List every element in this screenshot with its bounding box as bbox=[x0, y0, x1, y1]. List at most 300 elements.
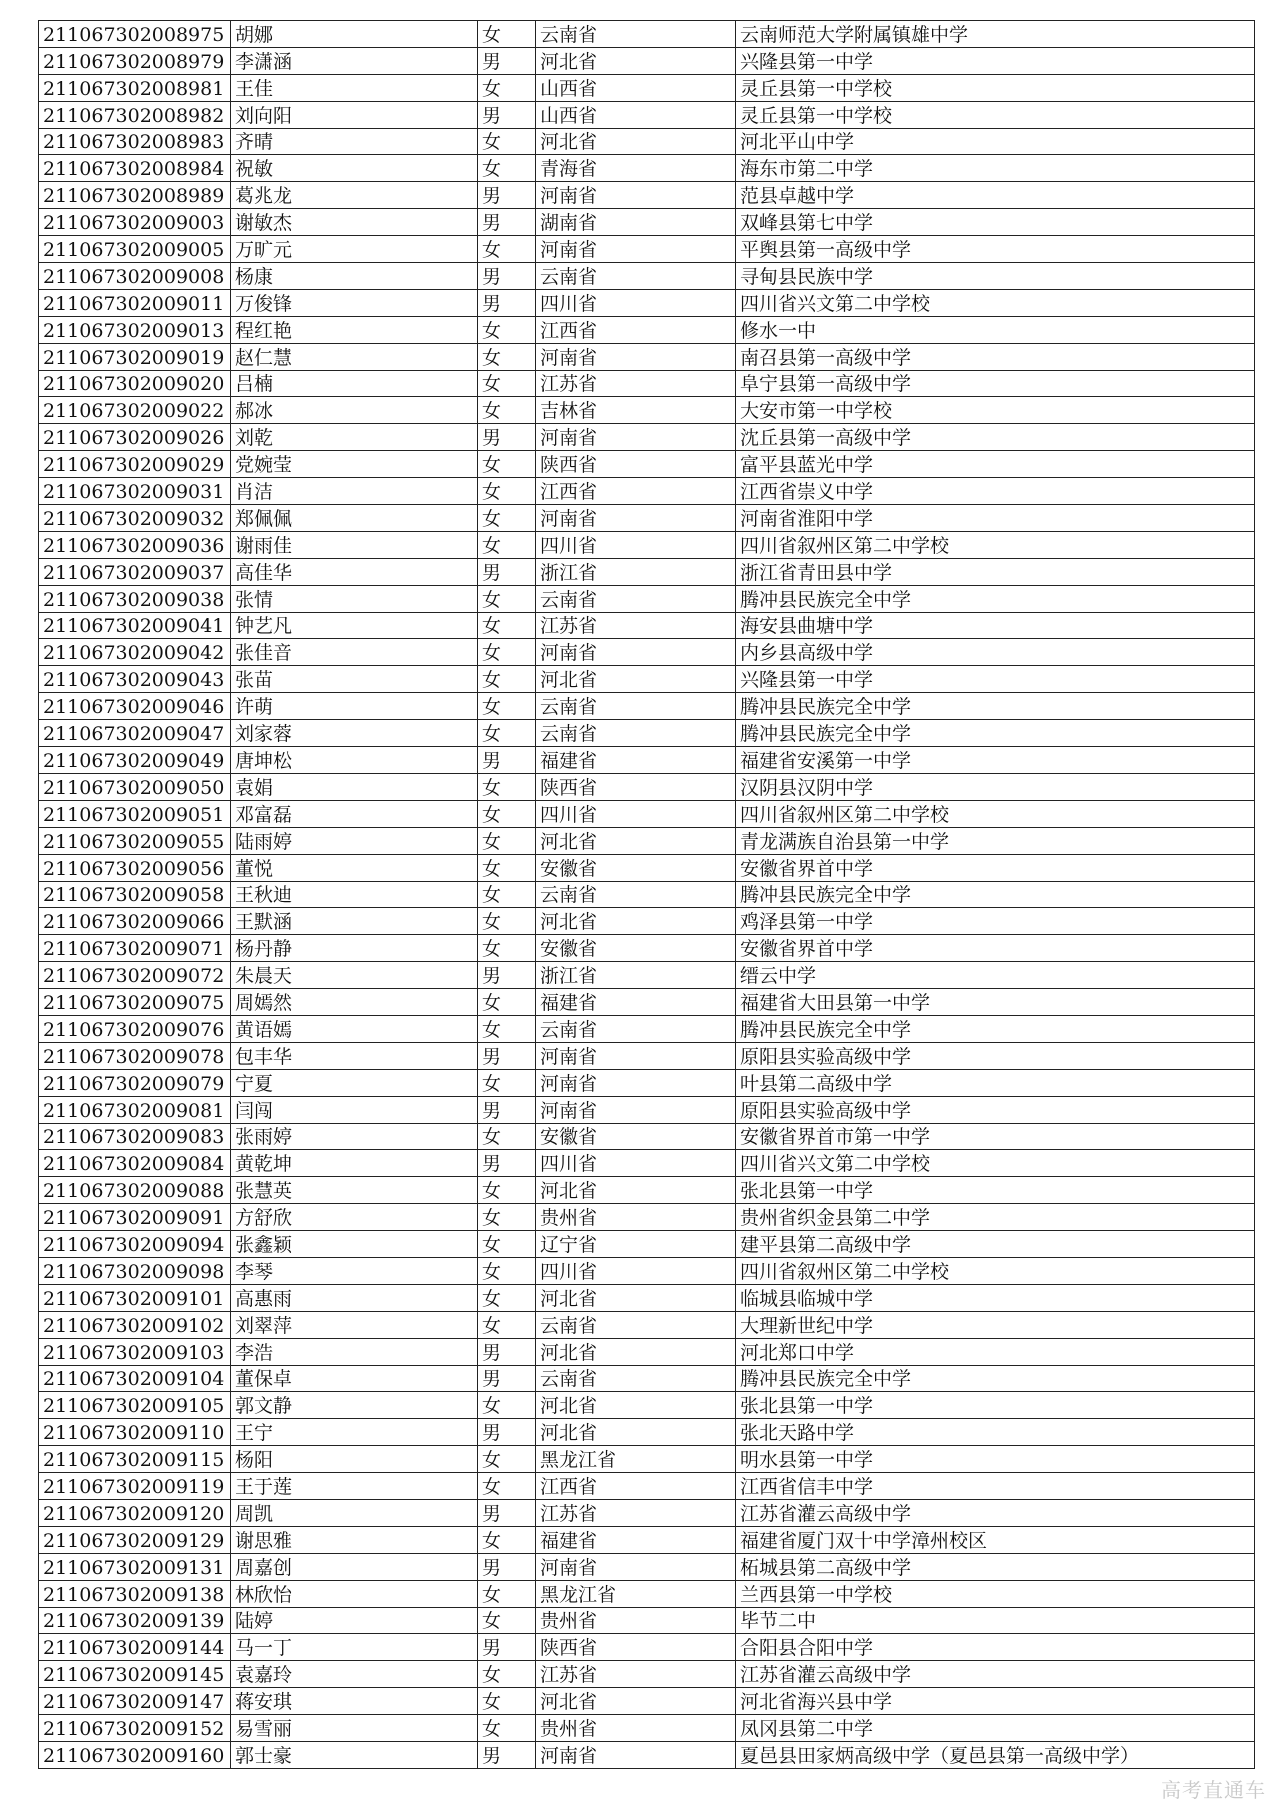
school-cell: 江西省信丰中学 bbox=[736, 1473, 1255, 1500]
name-cell: 周嫣然 bbox=[231, 989, 478, 1016]
name-cell: 郭文静 bbox=[231, 1392, 478, 1419]
exam-id-cell: 211067302009022 bbox=[39, 397, 231, 424]
school-cell: 南召县第一高级中学 bbox=[736, 343, 1255, 370]
student-roster-table bbox=[38, 20, 1255, 1769]
table-row bbox=[39, 1015, 1255, 1042]
gender-cell: 男 bbox=[478, 1553, 536, 1580]
exam-id-cell: 211067302009019 bbox=[39, 343, 231, 370]
province-cell: 云南省 bbox=[536, 585, 736, 612]
exam-id-cell: 211067302008982 bbox=[39, 101, 231, 128]
exam-id-cell: 211067302009058 bbox=[39, 881, 231, 908]
table-row bbox=[39, 1204, 1255, 1231]
school-cell: 青龙满族自治县第一中学 bbox=[736, 827, 1255, 854]
exam-id-cell: 211067302009119 bbox=[39, 1473, 231, 1500]
province-cell: 云南省 bbox=[536, 720, 736, 747]
province-cell: 四川省 bbox=[536, 800, 736, 827]
province-cell: 山西省 bbox=[536, 101, 736, 128]
school-cell: 原阳县实验高级中学 bbox=[736, 1096, 1255, 1123]
name-cell: 包丰华 bbox=[231, 1042, 478, 1069]
province-cell: 吉林省 bbox=[536, 397, 736, 424]
gender-cell: 男 bbox=[478, 1365, 536, 1392]
school-cell: 凤冈县第二中学 bbox=[736, 1715, 1255, 1742]
exam-id-cell: 211067302009038 bbox=[39, 585, 231, 612]
table-row bbox=[39, 935, 1255, 962]
province-cell: 陕西省 bbox=[536, 1634, 736, 1661]
table-row bbox=[39, 531, 1255, 558]
table-row bbox=[39, 1257, 1255, 1284]
province-cell: 河南省 bbox=[536, 1096, 736, 1123]
exam-id-cell: 211067302009011 bbox=[39, 289, 231, 316]
table-row bbox=[39, 1446, 1255, 1473]
exam-id-cell: 211067302008989 bbox=[39, 182, 231, 209]
name-cell: 王秋迪 bbox=[231, 881, 478, 908]
province-cell: 云南省 bbox=[536, 881, 736, 908]
school-cell: 河北省海兴县中学 bbox=[736, 1688, 1255, 1715]
gender-cell: 女 bbox=[478, 1204, 536, 1231]
province-cell: 河北省 bbox=[536, 1284, 736, 1311]
province-cell: 山西省 bbox=[536, 74, 736, 101]
province-cell: 贵州省 bbox=[536, 1607, 736, 1634]
table-row bbox=[39, 720, 1255, 747]
province-cell: 河北省 bbox=[536, 908, 736, 935]
gender-cell: 女 bbox=[478, 773, 536, 800]
name-cell: 李琴 bbox=[231, 1257, 478, 1284]
gender-cell: 女 bbox=[478, 128, 536, 155]
exam-id-cell: 211067302009094 bbox=[39, 1231, 231, 1258]
province-cell: 江苏省 bbox=[536, 370, 736, 397]
exam-id-cell: 211067302009066 bbox=[39, 908, 231, 935]
gender-cell: 男 bbox=[478, 1634, 536, 1661]
gender-cell: 女 bbox=[478, 343, 536, 370]
gender-cell: 男 bbox=[478, 747, 536, 774]
school-cell: 张北县第一中学 bbox=[736, 1177, 1255, 1204]
exam-id-cell: 211067302009081 bbox=[39, 1096, 231, 1123]
province-cell: 湖南省 bbox=[536, 209, 736, 236]
province-cell: 云南省 bbox=[536, 21, 736, 48]
table-row bbox=[39, 962, 1255, 989]
province-cell: 河北省 bbox=[536, 666, 736, 693]
table-row bbox=[39, 1392, 1255, 1419]
exam-id-cell: 211067302009083 bbox=[39, 1123, 231, 1150]
name-cell: 谢雨佳 bbox=[231, 531, 478, 558]
table-row bbox=[39, 666, 1255, 693]
table-row bbox=[39, 612, 1255, 639]
table-row bbox=[39, 316, 1255, 343]
name-cell: 万旷元 bbox=[231, 236, 478, 263]
gender-cell: 女 bbox=[478, 451, 536, 478]
school-cell: 安徽省界首中学 bbox=[736, 854, 1255, 881]
school-cell: 江苏省灌云高级中学 bbox=[736, 1661, 1255, 1688]
table-row bbox=[39, 1177, 1255, 1204]
name-cell: 张佳音 bbox=[231, 639, 478, 666]
province-cell: 云南省 bbox=[536, 1311, 736, 1338]
province-cell: 福建省 bbox=[536, 747, 736, 774]
province-cell: 江西省 bbox=[536, 316, 736, 343]
province-cell: 江西省 bbox=[536, 1473, 736, 1500]
school-cell: 范县卓越中学 bbox=[736, 182, 1255, 209]
school-cell: 富平县蓝光中学 bbox=[736, 451, 1255, 478]
exam-id-cell: 211067302009043 bbox=[39, 666, 231, 693]
school-cell: 河北平山中学 bbox=[736, 128, 1255, 155]
exam-id-cell: 211067302009075 bbox=[39, 989, 231, 1016]
table-row bbox=[39, 397, 1255, 424]
school-cell: 双峰县第七中学 bbox=[736, 209, 1255, 236]
province-cell: 河北省 bbox=[536, 1688, 736, 1715]
name-cell: 周凯 bbox=[231, 1499, 478, 1526]
roster-body bbox=[39, 21, 1255, 1769]
school-cell: 四川省兴文第二中学校 bbox=[736, 289, 1255, 316]
exam-id-cell: 211067302009031 bbox=[39, 478, 231, 505]
school-cell: 福建省安溪第一中学 bbox=[736, 747, 1255, 774]
table-row bbox=[39, 773, 1255, 800]
exam-id-cell: 211067302009103 bbox=[39, 1338, 231, 1365]
gender-cell: 女 bbox=[478, 827, 536, 854]
school-cell: 寻甸县民族中学 bbox=[736, 263, 1255, 290]
gender-cell: 男 bbox=[478, 558, 536, 585]
name-cell: 易雪丽 bbox=[231, 1715, 478, 1742]
table-row bbox=[39, 74, 1255, 101]
name-cell: 王佳 bbox=[231, 74, 478, 101]
province-cell: 陕西省 bbox=[536, 451, 736, 478]
school-cell: 河北郑口中学 bbox=[736, 1338, 1255, 1365]
name-cell: 陆婷 bbox=[231, 1607, 478, 1634]
exam-id-cell: 211067302009115 bbox=[39, 1446, 231, 1473]
exam-id-cell: 211067302009056 bbox=[39, 854, 231, 881]
exam-id-cell: 211067302009078 bbox=[39, 1042, 231, 1069]
gender-cell: 女 bbox=[478, 612, 536, 639]
province-cell: 福建省 bbox=[536, 1526, 736, 1553]
province-cell: 云南省 bbox=[536, 1015, 736, 1042]
name-cell: 张鑫颖 bbox=[231, 1231, 478, 1258]
table-row bbox=[39, 1580, 1255, 1607]
exam-id-cell: 211067302009104 bbox=[39, 1365, 231, 1392]
gender-cell: 女 bbox=[478, 693, 536, 720]
province-cell: 河北省 bbox=[536, 1419, 736, 1446]
school-cell: 明水县第一中学 bbox=[736, 1446, 1255, 1473]
exam-id-cell: 211067302009072 bbox=[39, 962, 231, 989]
school-cell: 叶县第二高级中学 bbox=[736, 1069, 1255, 1096]
table-row bbox=[39, 209, 1255, 236]
school-cell: 灵丘县第一中学校 bbox=[736, 74, 1255, 101]
gender-cell: 女 bbox=[478, 505, 536, 532]
exam-id-cell: 211067302009049 bbox=[39, 747, 231, 774]
gender-cell: 男 bbox=[478, 101, 536, 128]
table-row bbox=[39, 182, 1255, 209]
table-row bbox=[39, 1634, 1255, 1661]
gender-cell: 女 bbox=[478, 1069, 536, 1096]
table-row bbox=[39, 1688, 1255, 1715]
school-cell: 江西省崇义中学 bbox=[736, 478, 1255, 505]
school-cell: 临城县临城中学 bbox=[736, 1284, 1255, 1311]
gender-cell: 女 bbox=[478, 1526, 536, 1553]
school-cell: 腾冲县民族完全中学 bbox=[736, 693, 1255, 720]
province-cell: 江苏省 bbox=[536, 1661, 736, 1688]
province-cell: 云南省 bbox=[536, 1365, 736, 1392]
school-cell: 四川省叙州区第二中学校 bbox=[736, 800, 1255, 827]
school-cell: 鸡泽县第一中学 bbox=[736, 908, 1255, 935]
name-cell: 邓富磊 bbox=[231, 800, 478, 827]
exam-id-cell: 211067302008979 bbox=[39, 47, 231, 74]
exam-id-cell: 211067302008984 bbox=[39, 155, 231, 182]
exam-id-cell: 211067302009003 bbox=[39, 209, 231, 236]
gender-cell: 女 bbox=[478, 21, 536, 48]
table-row bbox=[39, 1365, 1255, 1392]
exam-id-cell: 211067302009145 bbox=[39, 1661, 231, 1688]
gender-cell: 女 bbox=[478, 854, 536, 881]
name-cell: 刘乾 bbox=[231, 424, 478, 451]
name-cell: 陆雨婷 bbox=[231, 827, 478, 854]
name-cell: 赵仁慧 bbox=[231, 343, 478, 370]
gender-cell: 女 bbox=[478, 1473, 536, 1500]
table-row bbox=[39, 1661, 1255, 1688]
table-row bbox=[39, 370, 1255, 397]
gender-cell: 女 bbox=[478, 397, 536, 424]
name-cell: 林欣怡 bbox=[231, 1580, 478, 1607]
gender-cell: 男 bbox=[478, 1499, 536, 1526]
name-cell: 黄语嫣 bbox=[231, 1015, 478, 1042]
province-cell: 河北省 bbox=[536, 827, 736, 854]
name-cell: 肖洁 bbox=[231, 478, 478, 505]
gender-cell: 女 bbox=[478, 881, 536, 908]
name-cell: 祝敏 bbox=[231, 155, 478, 182]
gender-cell: 女 bbox=[478, 989, 536, 1016]
table-row bbox=[39, 451, 1255, 478]
table-row bbox=[39, 881, 1255, 908]
gender-cell: 女 bbox=[478, 370, 536, 397]
school-cell: 福建省大田县第一中学 bbox=[736, 989, 1255, 1016]
exam-id-cell: 211067302009144 bbox=[39, 1634, 231, 1661]
province-cell: 河南省 bbox=[536, 182, 736, 209]
school-cell: 腾冲县民族完全中学 bbox=[736, 585, 1255, 612]
name-cell: 杨丹静 bbox=[231, 935, 478, 962]
name-cell: 胡娜 bbox=[231, 21, 478, 48]
province-cell: 安徽省 bbox=[536, 1123, 736, 1150]
watermark-text: 高考直通车 bbox=[1161, 1778, 1266, 1802]
school-cell: 沈丘县第一高级中学 bbox=[736, 424, 1255, 451]
table-row bbox=[39, 21, 1255, 48]
province-cell: 四川省 bbox=[536, 1257, 736, 1284]
school-cell: 柘城县第二高级中学 bbox=[736, 1553, 1255, 1580]
name-cell: 黄乾坤 bbox=[231, 1150, 478, 1177]
gender-cell: 女 bbox=[478, 155, 536, 182]
province-cell: 四川省 bbox=[536, 531, 736, 558]
gender-cell: 女 bbox=[478, 1446, 536, 1473]
table-row bbox=[39, 1042, 1255, 1069]
exam-id-cell: 211067302008983 bbox=[39, 128, 231, 155]
school-cell: 平舆县第一高级中学 bbox=[736, 236, 1255, 263]
province-cell: 贵州省 bbox=[536, 1715, 736, 1742]
table-row bbox=[39, 101, 1255, 128]
name-cell: 王默涵 bbox=[231, 908, 478, 935]
province-cell: 安徽省 bbox=[536, 935, 736, 962]
school-cell: 张北天路中学 bbox=[736, 1419, 1255, 1446]
province-cell: 陕西省 bbox=[536, 773, 736, 800]
school-cell: 四川省兴文第二中学校 bbox=[736, 1150, 1255, 1177]
gender-cell: 男 bbox=[478, 1042, 536, 1069]
gender-cell: 女 bbox=[478, 478, 536, 505]
exam-id-cell: 211067302009047 bbox=[39, 720, 231, 747]
gender-cell: 女 bbox=[478, 236, 536, 263]
gender-cell: 女 bbox=[478, 1392, 536, 1419]
province-cell: 河南省 bbox=[536, 343, 736, 370]
table-row bbox=[39, 478, 1255, 505]
exam-id-cell: 211067302009084 bbox=[39, 1150, 231, 1177]
gender-cell: 男 bbox=[478, 962, 536, 989]
gender-cell: 男 bbox=[478, 424, 536, 451]
name-cell: 李潇涵 bbox=[231, 47, 478, 74]
gender-cell: 女 bbox=[478, 639, 536, 666]
school-cell: 贵州省织金县第二中学 bbox=[736, 1204, 1255, 1231]
province-cell: 贵州省 bbox=[536, 1204, 736, 1231]
name-cell: 谢敏杰 bbox=[231, 209, 478, 236]
name-cell: 刘向阳 bbox=[231, 101, 478, 128]
gender-cell: 女 bbox=[478, 531, 536, 558]
province-cell: 黑龙江省 bbox=[536, 1580, 736, 1607]
exam-id-cell: 211067302009101 bbox=[39, 1284, 231, 1311]
name-cell: 程红艳 bbox=[231, 316, 478, 343]
school-cell: 大理新世纪中学 bbox=[736, 1311, 1255, 1338]
province-cell: 河北省 bbox=[536, 1338, 736, 1365]
gender-cell: 女 bbox=[478, 1015, 536, 1042]
school-cell: 兴隆县第一中学 bbox=[736, 47, 1255, 74]
province-cell: 河北省 bbox=[536, 47, 736, 74]
name-cell: 刘翠萍 bbox=[231, 1311, 478, 1338]
school-cell: 缙云中学 bbox=[736, 962, 1255, 989]
province-cell: 江西省 bbox=[536, 478, 736, 505]
table-row bbox=[39, 558, 1255, 585]
province-cell: 河北省 bbox=[536, 1392, 736, 1419]
table-row bbox=[39, 1499, 1255, 1526]
province-cell: 黑龙江省 bbox=[536, 1446, 736, 1473]
school-cell: 腾冲县民族完全中学 bbox=[736, 1015, 1255, 1042]
province-cell: 浙江省 bbox=[536, 962, 736, 989]
exam-id-cell: 211067302009008 bbox=[39, 263, 231, 290]
table-row bbox=[39, 1123, 1255, 1150]
school-cell: 合阳县合阳中学 bbox=[736, 1634, 1255, 1661]
name-cell: 张慧英 bbox=[231, 1177, 478, 1204]
gender-cell: 女 bbox=[478, 935, 536, 962]
exam-id-cell: 211067302009071 bbox=[39, 935, 231, 962]
exam-id-cell: 211067302009046 bbox=[39, 693, 231, 720]
gender-cell: 男 bbox=[478, 263, 536, 290]
exam-id-cell: 211067302009147 bbox=[39, 1688, 231, 1715]
table-row bbox=[39, 1311, 1255, 1338]
table-row bbox=[39, 1150, 1255, 1177]
table-row bbox=[39, 47, 1255, 74]
name-cell: 郭士豪 bbox=[231, 1742, 478, 1769]
school-cell: 福建省厦门双十中学漳州校区 bbox=[736, 1526, 1255, 1553]
province-cell: 四川省 bbox=[536, 289, 736, 316]
name-cell: 蒋安琪 bbox=[231, 1688, 478, 1715]
table-row bbox=[39, 800, 1255, 827]
province-cell: 云南省 bbox=[536, 263, 736, 290]
exam-id-cell: 211067302009020 bbox=[39, 370, 231, 397]
gender-cell: 女 bbox=[478, 1688, 536, 1715]
name-cell: 董悦 bbox=[231, 854, 478, 881]
name-cell: 谢思雅 bbox=[231, 1526, 478, 1553]
school-cell: 腾冲县民族完全中学 bbox=[736, 1365, 1255, 1392]
table-row bbox=[39, 989, 1255, 1016]
exam-id-cell: 211067302009139 bbox=[39, 1607, 231, 1634]
gender-cell: 男 bbox=[478, 47, 536, 74]
name-cell: 吕楠 bbox=[231, 370, 478, 397]
gender-cell: 女 bbox=[478, 908, 536, 935]
table-row bbox=[39, 1553, 1255, 1580]
name-cell: 郑佩佩 bbox=[231, 505, 478, 532]
name-cell: 齐晴 bbox=[231, 128, 478, 155]
exam-id-cell: 211067302009055 bbox=[39, 827, 231, 854]
gender-cell: 女 bbox=[478, 1257, 536, 1284]
gender-cell: 女 bbox=[478, 585, 536, 612]
school-cell: 海安县曲塘中学 bbox=[736, 612, 1255, 639]
table-row bbox=[39, 1231, 1255, 1258]
name-cell: 张苗 bbox=[231, 666, 478, 693]
exam-id-cell: 211067302009032 bbox=[39, 505, 231, 532]
table-row bbox=[39, 289, 1255, 316]
province-cell: 河北省 bbox=[536, 1177, 736, 1204]
exam-id-cell: 211067302009041 bbox=[39, 612, 231, 639]
table-row bbox=[39, 1284, 1255, 1311]
table-row bbox=[39, 505, 1255, 532]
name-cell: 钟艺凡 bbox=[231, 612, 478, 639]
exam-id-cell: 211067302009098 bbox=[39, 1257, 231, 1284]
gender-cell: 男 bbox=[478, 1338, 536, 1365]
exam-id-cell: 211067302008981 bbox=[39, 74, 231, 101]
school-cell: 河南省淮阳中学 bbox=[736, 505, 1255, 532]
name-cell: 万俊锋 bbox=[231, 289, 478, 316]
school-cell: 四川省叙州区第二中学校 bbox=[736, 531, 1255, 558]
gender-cell: 男 bbox=[478, 1096, 536, 1123]
school-cell: 毕节二中 bbox=[736, 1607, 1255, 1634]
school-cell: 原阳县实验高级中学 bbox=[736, 1042, 1255, 1069]
province-cell: 云南省 bbox=[536, 693, 736, 720]
exam-id-cell: 211067302009013 bbox=[39, 316, 231, 343]
name-cell: 王于莲 bbox=[231, 1473, 478, 1500]
school-cell: 安徽省界首中学 bbox=[736, 935, 1255, 962]
exam-id-cell: 211067302009091 bbox=[39, 1204, 231, 1231]
name-cell: 宁夏 bbox=[231, 1069, 478, 1096]
province-cell: 河南省 bbox=[536, 236, 736, 263]
exam-id-cell: 211067302009120 bbox=[39, 1499, 231, 1526]
name-cell: 闫闯 bbox=[231, 1096, 478, 1123]
school-cell: 江苏省灌云高级中学 bbox=[736, 1499, 1255, 1526]
province-cell: 河南省 bbox=[536, 639, 736, 666]
school-cell: 海东市第二中学 bbox=[736, 155, 1255, 182]
table-row bbox=[39, 639, 1255, 666]
exam-id-cell: 211067302009042 bbox=[39, 639, 231, 666]
table-row bbox=[39, 1742, 1255, 1769]
gender-cell: 女 bbox=[478, 1284, 536, 1311]
exam-id-cell: 211067302009088 bbox=[39, 1177, 231, 1204]
school-cell: 建平县第二高级中学 bbox=[736, 1231, 1255, 1258]
province-cell: 辽宁省 bbox=[536, 1231, 736, 1258]
gender-cell: 女 bbox=[478, 800, 536, 827]
gender-cell: 女 bbox=[478, 1231, 536, 1258]
table-row bbox=[39, 1715, 1255, 1742]
gender-cell: 女 bbox=[478, 1661, 536, 1688]
exam-id-cell: 211067302009129 bbox=[39, 1526, 231, 1553]
school-cell: 兰西县第一中学校 bbox=[736, 1580, 1255, 1607]
gender-cell: 男 bbox=[478, 1742, 536, 1769]
province-cell: 江苏省 bbox=[536, 1499, 736, 1526]
school-cell: 内乡县高级中学 bbox=[736, 639, 1255, 666]
gender-cell: 女 bbox=[478, 1580, 536, 1607]
province-cell: 河南省 bbox=[536, 424, 736, 451]
province-cell: 河南省 bbox=[536, 1042, 736, 1069]
table-row bbox=[39, 155, 1255, 182]
gender-cell: 女 bbox=[478, 1607, 536, 1634]
table-row bbox=[39, 424, 1255, 451]
